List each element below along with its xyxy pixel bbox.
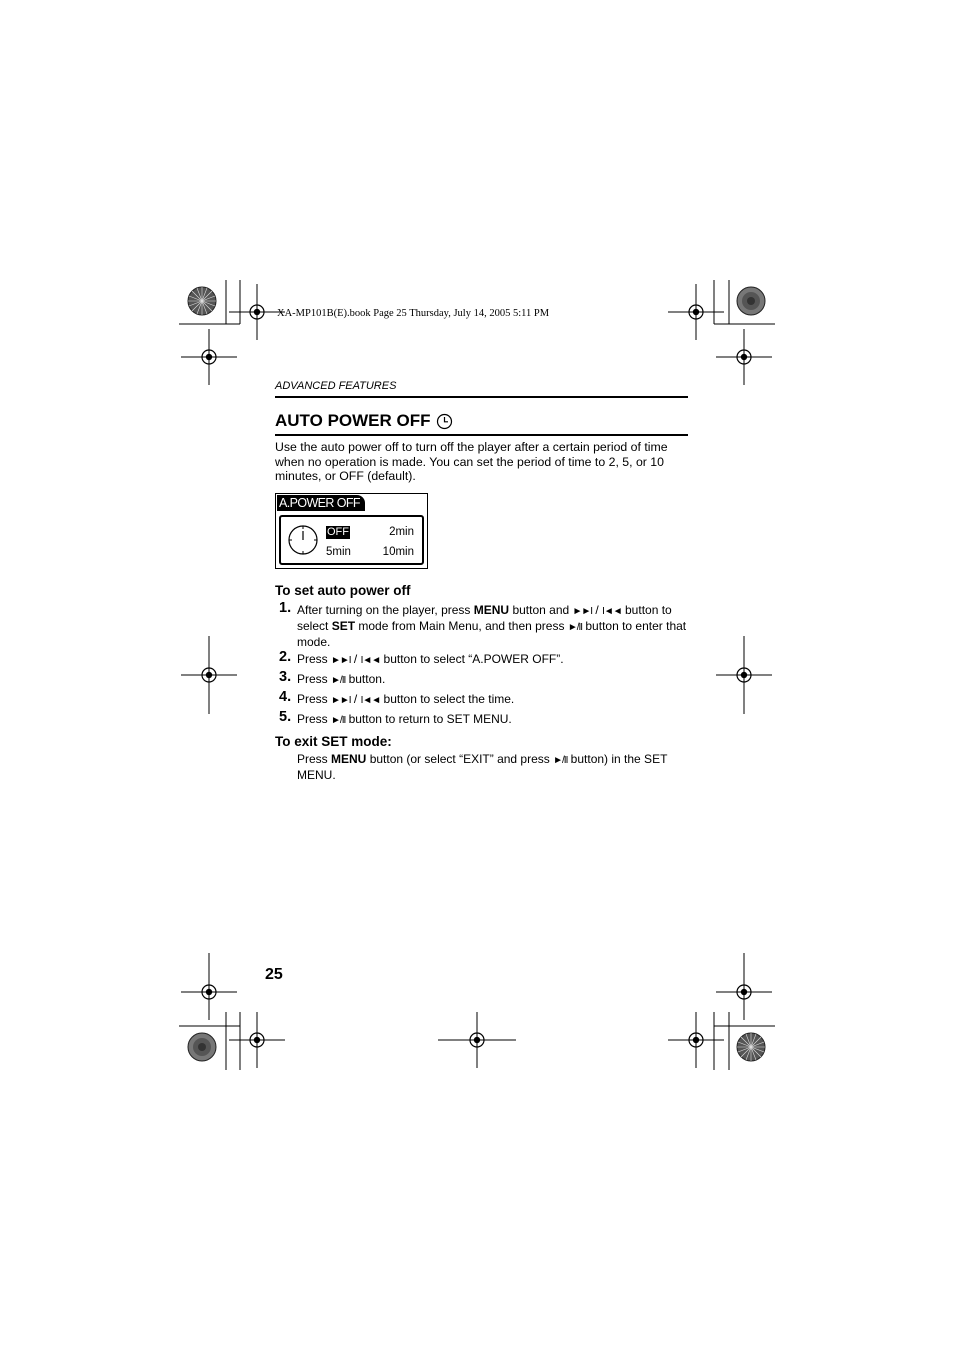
set-heading: To set auto power off [275, 583, 411, 598]
screen-tab-label: A.POWER OFF [277, 495, 365, 511]
option-10min: 10min [382, 546, 414, 558]
section-label: ADVANCED FEATURES [275, 380, 397, 392]
file-header: XA-MP101B(E).book Page 25 Thursday, July 14, 2005 5:11 PM [277, 308, 550, 319]
exit-instructions: Press MENU button (or select “EXIT” and press ►/II button) in the SET MENU. [297, 752, 668, 782]
play-pause-icon: ►/II [331, 715, 346, 726]
skip-back-icon: I◄◄ [360, 655, 381, 666]
step-number: 3. [279, 669, 292, 685]
page-title-text: AUTO POWER OFF [275, 411, 431, 430]
step-text: Press ►►I / I◄◄ button to select “A.POWER OFF”. [297, 652, 564, 666]
screen-options-panel [279, 515, 424, 565]
menu-button-label: MENU [473, 603, 510, 617]
step-number: 4. [279, 689, 292, 705]
play-pause-icon: ►/II [553, 755, 568, 766]
skip-forward-icon: ►►I [331, 655, 351, 666]
step-text: Press ►/II button. [297, 672, 386, 686]
skip-back-icon: I◄◄ [360, 695, 381, 706]
step-text: Press ►/II button to return to SET MENU. [297, 712, 512, 726]
step-number: 2. [279, 649, 292, 665]
option-5min: 5min [326, 546, 351, 558]
page-number: 25 [265, 966, 283, 983]
play-pause-icon: ►/II [331, 675, 346, 686]
title-rule [275, 434, 688, 436]
step-number: 1. [279, 600, 292, 616]
option-off-selected: OFF [327, 526, 349, 538]
step-number: 5. [279, 709, 292, 725]
skip-back-icon: I◄◄ [602, 606, 622, 617]
option-2min: 2min [389, 526, 414, 538]
step-text: Press ►►I / I◄◄ button to select the time. [297, 692, 515, 706]
display-screen [275, 493, 428, 569]
skip-forward-icon: ►►I [572, 606, 593, 617]
timer-icon [287, 524, 319, 556]
skip-forward-icon: ►►I [331, 695, 351, 706]
step-text: After turning on the player, press MENU button and ►►I / I◄◄ button to select SET mode from Main Menu, and then press ►/II button to enter that mode. [297, 603, 687, 649]
intro-paragraph: Use the auto power off to turn off the player after a certain period of time when no operation is made. You can set the period of time to 2, 5, or 10 minutes, or OFF (default). [275, 440, 668, 483]
exit-heading: To exit SET mode: [275, 734, 392, 749]
section-rule [275, 396, 688, 398]
play-pause-icon: ►/II [567, 622, 583, 633]
clock-icon [436, 413, 453, 430]
page-title [275, 411, 453, 431]
set-mode-label: SET [331, 619, 356, 633]
menu-button-label: MENU [331, 752, 367, 766]
